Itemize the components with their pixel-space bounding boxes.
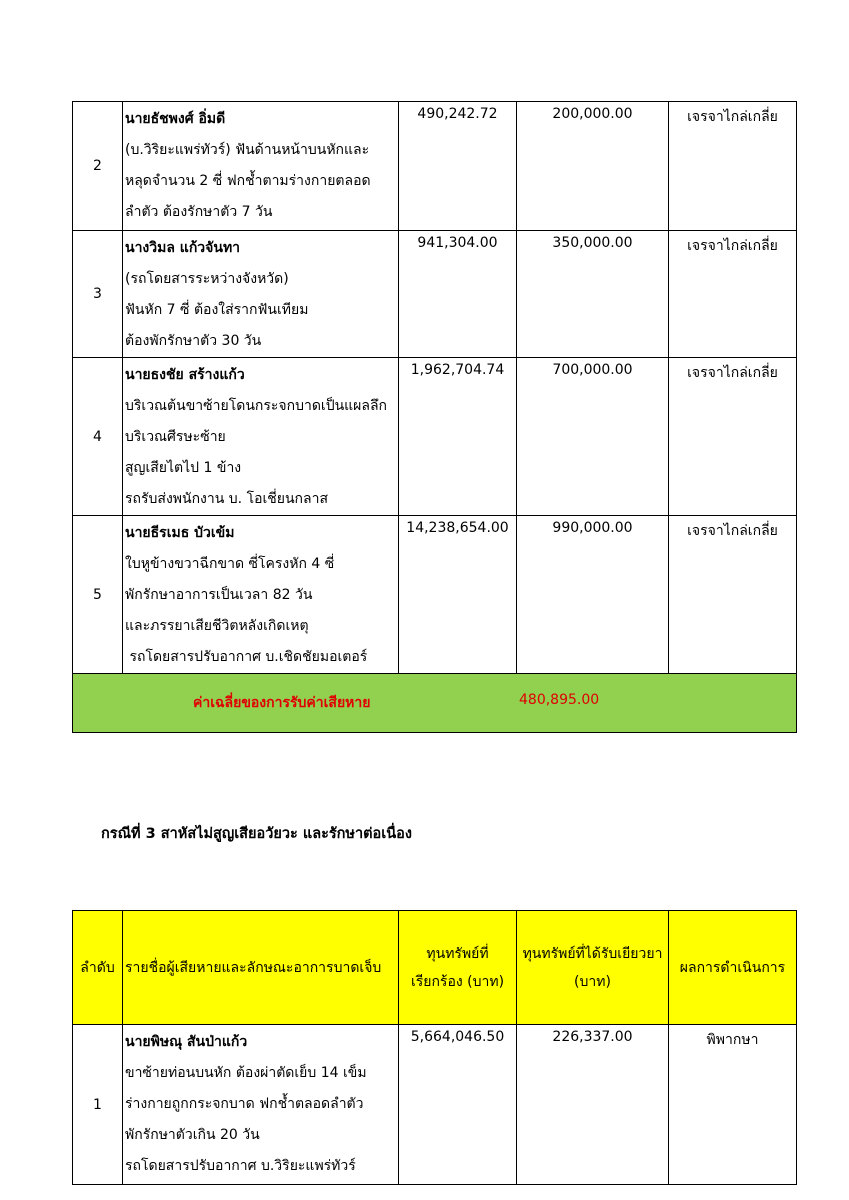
injury-detail: (บ.วิริยะแพร่ทัวร์) ฟันด้านหน้าบนหักและ: [125, 142, 370, 158]
injury-detail: สูญเสียไตไป 1 ข้าง: [125, 460, 242, 476]
injury-detail: ใบหูข้างขวาฉีกขาด ซี่โครงหัก 4 ซี่: [125, 556, 335, 572]
compensated-amount: 200,000.00: [517, 102, 669, 231]
table-row: [73, 358, 797, 516]
header-claimed: [399, 911, 517, 1025]
header-claimed-line: ทุนทรัพย์ที่: [426, 945, 489, 962]
header-description: รายชื่อผู้เสียหายและลักษณะอาการบาดเจ็บ: [123, 911, 399, 1025]
header-compensated-line: ทุนทรัพย์ที่ได้รับเยียวยา: [522, 945, 663, 962]
claimed-amount: 5,664,046.50: [399, 1025, 517, 1185]
victim-name: นางวิมล แก้วจันทา: [125, 240, 241, 256]
claimed-amount: 1,962,704.74: [399, 358, 517, 516]
injury-detail: ฟันหัก 7 ซี่ ต้องใส่รากฟันเทียม: [125, 302, 309, 318]
injury-detail: และภรรยาเสียชีวิตหลังเกิดเหตุ: [125, 618, 309, 634]
result-status: เจรจาไกล่เกลี่ย: [669, 516, 797, 674]
claimed-amount: 941,304.00: [399, 231, 517, 358]
victim-cell: [123, 102, 399, 231]
injury-detail: รถรับส่งพนักงาน บ. โอเชี่ยนกลาส: [125, 491, 329, 507]
injury-detail: บริเวณต้นขาซ้ายโดนกระจกบาดเป็นแผลลึก: [125, 398, 388, 414]
table-row: [73, 1025, 797, 1185]
claimed-amount: 490,242.72: [399, 102, 517, 231]
victim-name: นายธัชพงศ์ อิ่มดี: [125, 111, 226, 127]
injury-detail: ร่างกายถูกกระจกบาด ฟกช้ำตลอดลำตัว: [125, 1096, 364, 1112]
compensated-amount: 226,337.00: [517, 1025, 669, 1185]
injury-detail: ต้องพักรักษาตัว 30 วัน: [125, 333, 262, 349]
average-label: ค่าเฉลี่ยของการรับค่าเสียหาย: [193, 695, 371, 711]
victim-cell: [123, 231, 399, 358]
injury-detail: ลำตัว ต้องรักษาตัว 7 วัน: [125, 204, 273, 220]
average-value: 480,895.00: [519, 692, 600, 708]
injury-detail: ขาซ้ายท่อนบนหัก ต้องผ่าตัดเย็บ 14 เข็ม: [125, 1065, 367, 1081]
table-row: [73, 516, 797, 674]
injury-detail: (รถโดยสารระหว่างจังหวัด): [125, 271, 289, 287]
header-compensated: [517, 911, 669, 1025]
injury-detail: หลุดจำนวน 2 ซี่ ฟกช้ำตามร่างกายตลอด: [125, 173, 371, 189]
case3-heading: กรณีที่ 3 สาหัสไม่สูญเสียอวัยวะ และรักษาต่อเนื่อง: [101, 826, 412, 842]
header-claimed-line: เรียกร้อง (บาท): [410, 973, 505, 990]
header-result: ผลการดำเนินการ: [669, 911, 797, 1025]
victim-cell: [123, 516, 399, 674]
row-number: 2: [73, 102, 123, 231]
table-row: [73, 231, 797, 358]
injury-detail: พักรักษาตัวเกิน 20 วัน: [125, 1127, 260, 1143]
row-number: 5: [73, 516, 123, 674]
injury-detail: บริเวณศีรษะซ้าย: [125, 429, 226, 445]
table-row: [73, 102, 797, 231]
compensated-amount: 700,000.00: [517, 358, 669, 516]
victim-name: นายธงชัย สร้างแก้ว: [125, 367, 245, 383]
header-row: [73, 911, 797, 1025]
claimed-amount: 14,238,654.00: [399, 516, 517, 674]
row-number: 4: [73, 358, 123, 516]
victim-name: นายธีรเมธ บัวเข้ม: [125, 525, 235, 541]
row-number: 3: [73, 231, 123, 358]
injury-detail: รถโดยสารปรับอากาศ บ.วิริยะแพร่ทัวร์: [125, 1158, 356, 1174]
victim-name: นายพิษณุ สันป่าแก้ว: [125, 1034, 248, 1050]
header-compensated-line: (บาท): [574, 973, 611, 990]
damages-table-case3: [72, 910, 797, 1185]
result-status: เจรจาไกล่เกลี่ย: [669, 358, 797, 516]
victim-cell: [123, 1025, 399, 1185]
result-status: พิพากษา: [669, 1025, 797, 1185]
result-status: เจรจาไกล่เกลี่ย: [669, 102, 797, 231]
row-number: 1: [73, 1025, 123, 1185]
injury-detail: รถโดยสารปรับอากาศ บ.เชิดชัยมอเตอร์: [125, 649, 368, 665]
damages-table-case2: [72, 101, 797, 733]
compensated-amount: 990,000.00: [517, 516, 669, 674]
average-summary-cell: [73, 674, 797, 733]
header-number: ลำดับ: [73, 911, 123, 1025]
result-status: เจรจาไกล่เกลี่ย: [669, 231, 797, 358]
summary-row: [73, 674, 797, 733]
victim-cell: [123, 358, 399, 516]
injury-detail: พักรักษาอาการเป็นเวลา 82 วัน: [125, 587, 313, 603]
compensated-amount: 350,000.00: [517, 231, 669, 358]
